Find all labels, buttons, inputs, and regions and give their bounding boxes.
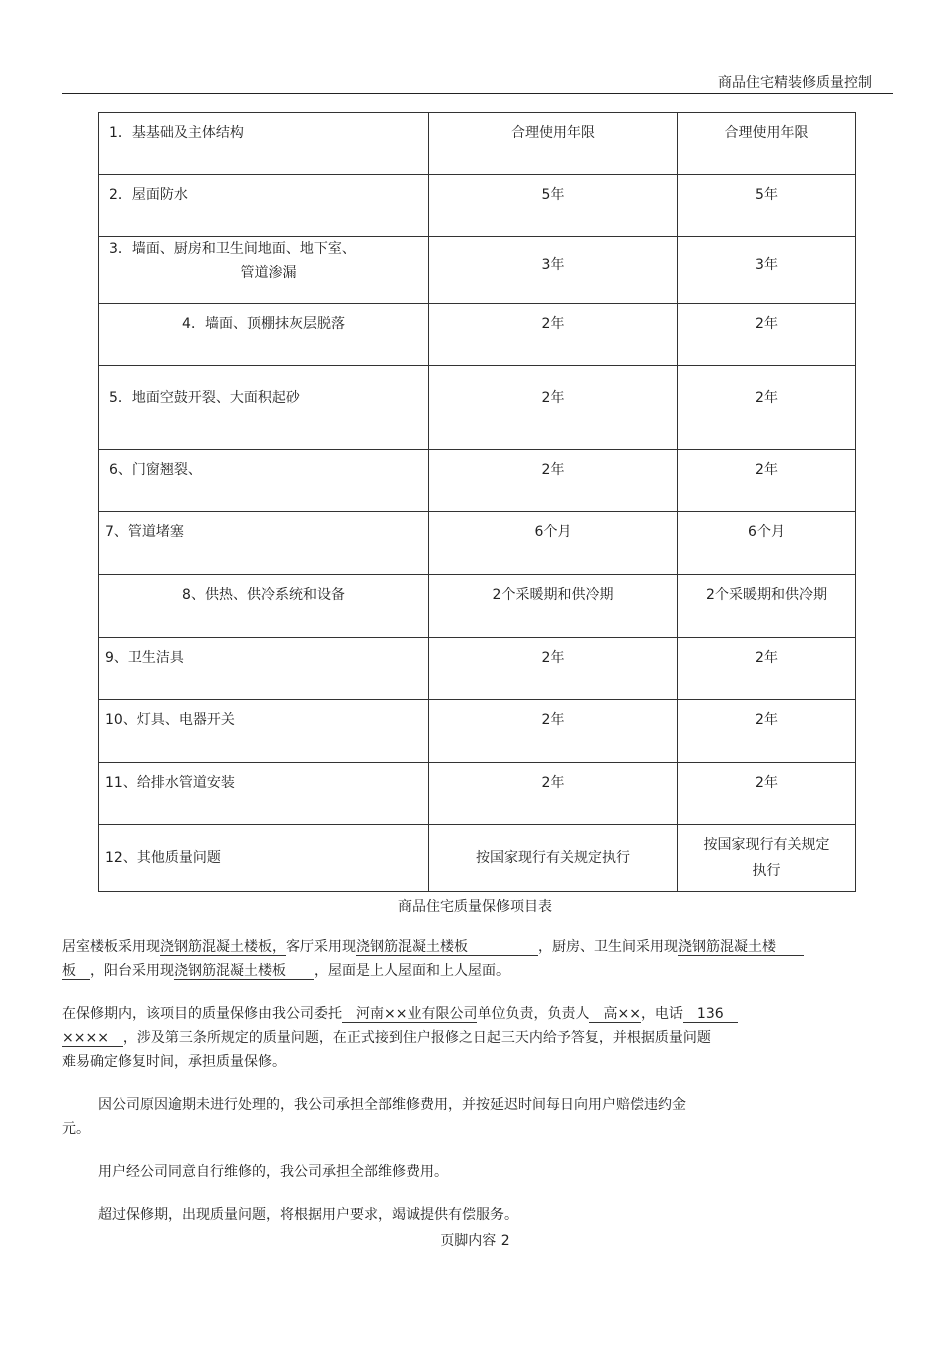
period-cell: 3年 (678, 237, 856, 304)
paragraph-overdue (62, 1093, 894, 1141)
text-span: ，厨房、卫生间采用现 (538, 939, 678, 955)
period-cell: 2年 (678, 450, 856, 512)
filled-blank: 浇钢筋混凝土楼板 (174, 963, 314, 979)
period-cell (678, 825, 856, 892)
filled-blank: ×××× (62, 1030, 123, 1046)
text-span: ，屋面是上人屋面和上人屋面。 (314, 963, 510, 979)
table-caption: 商品住宅质量保修项目表 (398, 899, 552, 915)
period-cell: 5年 (678, 175, 856, 237)
item-text-cont: 管道渗漏 (240, 265, 297, 281)
item-cell: 1．基基础及主体结构 (99, 113, 429, 175)
table-row (99, 825, 856, 892)
table-row (99, 450, 856, 512)
item-cell: 9、卫生洁具 (99, 638, 429, 700)
period-cell: 2年 (429, 366, 678, 450)
paragraph-warranty-responsibility (62, 1002, 894, 1074)
table-row (99, 175, 856, 237)
filled-blank: 高×× (589, 1006, 641, 1022)
table-row (99, 638, 856, 700)
period-cell: 合理使用年限 (429, 113, 678, 175)
filled-blank: 板 (62, 963, 90, 979)
text-span: 在保修期内，该项目的质量保修由我公司委托 (62, 1006, 342, 1022)
item-cell: 6、门窗翘裂、 (99, 450, 429, 512)
period-cell: 5年 (429, 175, 678, 237)
item-cell (99, 237, 429, 304)
period-cell: 2年 (429, 450, 678, 512)
period-cell: 合理使用年限 (678, 113, 856, 175)
paragraph-floor-structure (62, 935, 894, 983)
text-span: ，涉及第三条所规定的质量问题，在正式接到住户报修之日起三天内给予答复，并根据质量问题 (122, 1030, 711, 1046)
filled-blank: 浇钢筋混凝土楼板 (356, 939, 538, 955)
table-row (99, 575, 856, 638)
period-cell: 6个月 (678, 512, 856, 575)
period-cell: 2个采暖期和供冷期 (678, 575, 856, 638)
text-span: ，阳台采用现 (90, 963, 174, 979)
item-cell: 10、灯具、电器开关 (99, 700, 429, 763)
period-cell: 2年 (429, 304, 678, 366)
period-cell: 2年 (429, 638, 678, 700)
table-row (99, 763, 856, 825)
item-cell: 8、供热、供冷系统和设备 (99, 575, 429, 638)
filled-blank: 浇钢筋混凝土楼板， (160, 939, 286, 955)
item-cell: 12、其他质量问题 (99, 825, 429, 892)
period-cell: 6个月 (429, 512, 678, 575)
item-cell: 11、给排水管道安装 (99, 763, 429, 825)
item-cell: 2．屋面防水 (99, 175, 429, 237)
period-text: 按国家现行有关规定 (703, 837, 830, 853)
table-row (99, 366, 856, 450)
text-line: 元。 (62, 1121, 90, 1137)
period-cell: 2个采暖期和供冷期 (429, 575, 678, 638)
text-span: 客厅采用现 (286, 939, 356, 955)
text-span: ，电话 (640, 1006, 683, 1022)
page-header-title: 商品住宅精装修质量控制 (718, 75, 872, 91)
item-cell: 7、管道堵塞 (99, 512, 429, 575)
header-divider (62, 93, 893, 94)
period-cell: 按国家现行有关规定执行 (429, 825, 678, 892)
period-cell: 2年 (678, 700, 856, 763)
table-row (99, 237, 856, 304)
period-cell: 2年 (678, 638, 856, 700)
item-text: 3．墙面、厨房和卫生间地面、地下室、 (109, 241, 356, 257)
period-cell: 3年 (429, 237, 678, 304)
table-row (99, 304, 856, 366)
text-span: 居室楼板采用现 (62, 939, 160, 955)
filled-blank: 河南××业有限公司 (342, 1006, 478, 1022)
table-row (99, 113, 856, 175)
period-cell: 2年 (429, 763, 678, 825)
table-row (99, 700, 856, 763)
table-row (99, 512, 856, 575)
period-text-cont: 执行 (752, 863, 781, 879)
paragraph-self-repair: 用户经公司同意自行维修的，我公司承担全部维修费用。 (98, 1164, 448, 1180)
filled-blank: 浇钢筋混凝土楼 (678, 939, 804, 955)
text-span: 难易确定修复时间，承担质量保修。 (62, 1054, 286, 1070)
item-cell: 4．墙面、顶棚抹灰层脱落 (99, 304, 429, 366)
paragraph-paid-service: 超过保修期，出现质量问题，将根据用户要求，竭诚提供有偿服务。 (98, 1207, 518, 1223)
warranty-table (98, 112, 856, 892)
filled-blank: 136 (682, 1006, 738, 1022)
period-cell: 2年 (678, 304, 856, 366)
period-cell: 2年 (429, 700, 678, 763)
item-cell: 5．地面空鼓开裂、大面积起砂 (99, 366, 429, 450)
period-cell: 2年 (678, 366, 856, 450)
text-line: 因公司原因逾期未进行处理的，我公司承担全部维修费用，并按延迟时间每日向用户赔偿违约金 (98, 1097, 686, 1113)
page-footer: 页脚内容 2 (440, 1233, 510, 1249)
text-span: 单位负责，负责人 (477, 1006, 590, 1022)
period-cell: 2年 (678, 763, 856, 825)
